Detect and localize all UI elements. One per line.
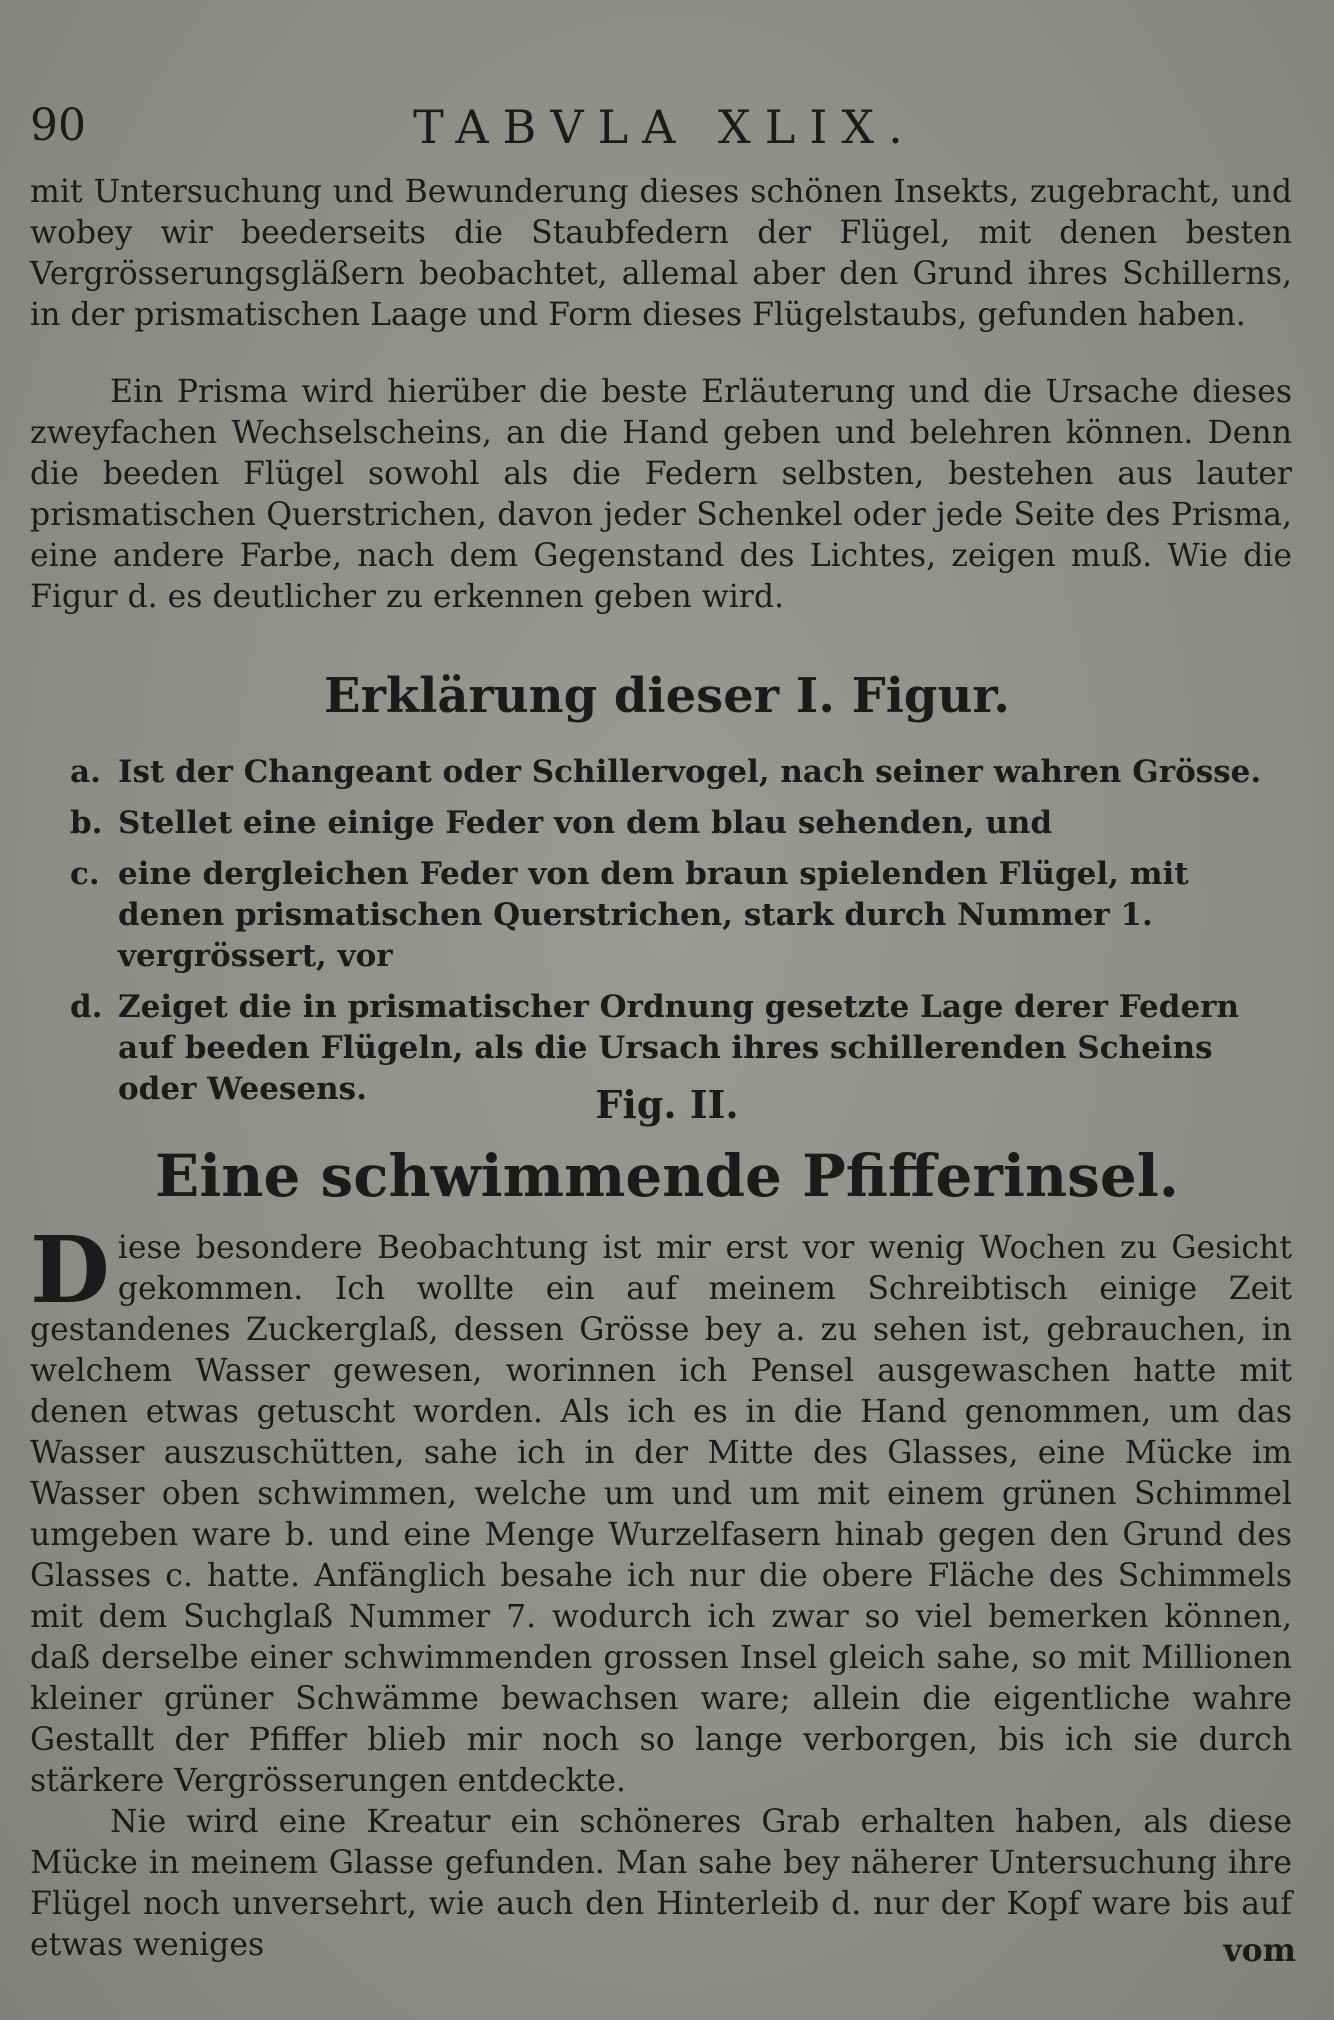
list-item-text: Stellet eine einige Feder von dem blau sehenden, und <box>118 805 1053 841</box>
section-title: Eine schwimmende Pfifferinsel. <box>155 1142 1179 1210</box>
list-item-text: Zeiget die in prismatischer Ordnung gesetzte Lage derer Federn auf beeden Flügeln, als die Ursach ihres schillerenden Scheins oder Weesens. <box>118 989 1240 1107</box>
running-title: TABVLA XLIX. <box>413 100 917 154</box>
intro-paragraph: mit Untersuchung und Bewunderung dieses schönen Insekts, zugebracht, und wobey wir beederseits die Staubfedern der Flügel, mit denen besten Vergrösserungsgläßern beobachtet, allemal aber den Grund ihres Schillerns, in der prismatischen Laage und Form dieses Flügelstaubs, gefunden haben. <box>30 174 1292 333</box>
page-number: 90 <box>30 100 86 151</box>
explanation-heading: Erklärung dieser I. Figur. <box>324 668 1010 724</box>
prism-paragraph: Ein Prisma wird hierüber die beste Erläuterung und die Ursache dieses zweyfachen Wechselscheins, an die Hand geben und belehren können. Denn die beeden Flügel sowohl als die Federn selbsten, bestehen aus lauter prismatischen Querstrichen, davon jeder Schenkel oder jede Seite des Prisma, eine andere Farbe, nach dem Gegenstand des Lichtes, zeigen muß. Wie die Figur d. es deutlicher zu erkennen geben wird. <box>30 374 1292 615</box>
figure-label: Fig. II. <box>595 1082 739 1127</box>
page-header <box>30 100 1300 160</box>
list-item-letter: d. <box>70 989 103 1025</box>
main-paragraph <box>30 1216 1292 1802</box>
list-item <box>70 854 1292 977</box>
catchword: vom <box>1223 1932 1296 1969</box>
list-item <box>70 803 1292 844</box>
explanation-list <box>70 752 1292 1120</box>
list-item-letter: b. <box>70 805 103 841</box>
list-item-letter: c. <box>70 856 100 892</box>
list-item-text: Ist der Changeant oder Schillervogel, nach seiner wahren Grösse. <box>118 754 1262 790</box>
drop-cap: D <box>30 1216 110 1324</box>
main-paragraph-text: iese besondere Beobachtung ist mir erst vor wenig Wochen zu Gesicht gekommen. Ich wollte ein auf meinem Schreibtisch einige Zeit gestandenes Zuckerglaß, dessen Grösse bey a. zu sehen ist, gebrauchen, in welchem Wasser gewesen, worinnen ich Pensel ausgewaschen hatte mit denen etwas getuscht worden. Als ich es in die Hand genommen, um das Wasser auszuschütten, sahe ich in der Mitte des Glasses, eine Mücke im Wasser oben schwimmen, welche um und um mit einem grünen Schimmel umgeben ware b. und eine Menge Wurzelfasern hinab gegen den Grund des Glasses c. hatte. Anfänglich besahe ich nur die obere Fläche des Schimmels mit dem Suchglaß Nummer 7. wodurch ich zwar so viel bemerken können, daß derselbe einer schwimmenden grossen Insel gleich sahe, so mit Millionen kleiner grüner Schwämme bewachsen ware; allein die eigentliche wahre Gestallt der Pfiffer blieb mir noch so lange verborgen, bis ich sie durch stärkere Vergrösserungen entdeckte. <box>30 1230 1292 1799</box>
list-item <box>70 752 1292 793</box>
list-item-text: eine dergleichen Feder von dem braun spielenden Flügel, mit denen prismatischen Querstrichen, stark durch Nummer 1. vergrössert, vor <box>118 856 1189 974</box>
closing-paragraph: Nie wird eine Kreatur ein schöneres Grab erhalten haben, als diese Mücke in meinem Glasse gefunden. Man sahe bey näherer Untersuchung ihre Flügel noch unversehrt, wie auch den Hinterleib d. nur der Kopf ware bis auf etwas weniges <box>30 1804 1292 1963</box>
list-item-letter: a. <box>70 754 101 790</box>
